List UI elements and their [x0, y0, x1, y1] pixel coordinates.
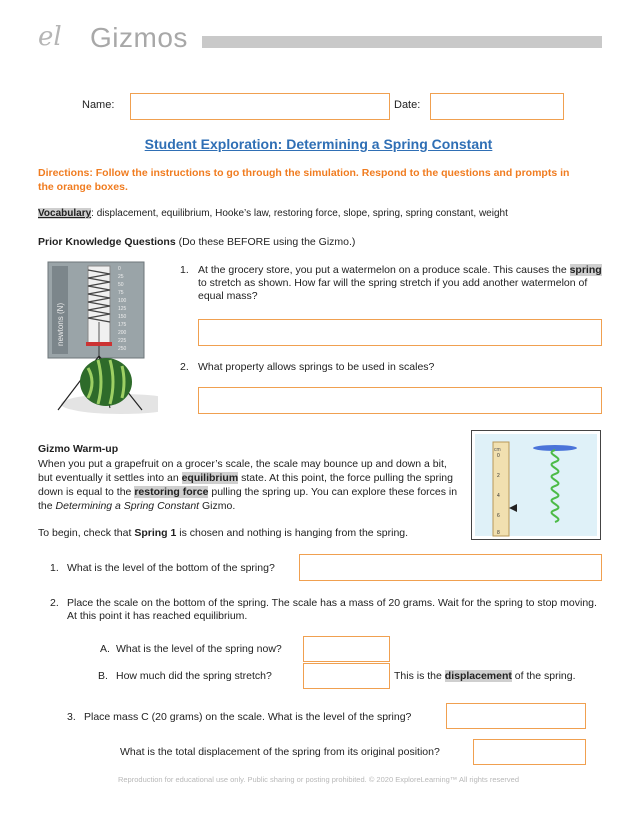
brand-name: Gizmos: [90, 22, 188, 53]
spring-1-term: Spring 1: [134, 527, 177, 539]
w2a-answer-box[interactable]: [303, 636, 390, 662]
header-bar: [202, 36, 602, 48]
q1-number: 1.: [180, 264, 189, 276]
name-field[interactable]: [130, 93, 390, 120]
begin-pre: To begin, check that: [38, 527, 135, 539]
warmup-paragraph: [38, 457, 458, 513]
q1-answer-box[interactable]: [198, 319, 602, 346]
scale-tick-5: 125: [118, 306, 127, 312]
w2b-text: How much did the spring stretch?: [116, 670, 272, 682]
w2-number: 2.: [50, 597, 59, 609]
displacement-note: [394, 670, 576, 682]
vocabulary-line: [38, 208, 618, 219]
begin-post: is chosen and nothing is hanging from the spring.: [176, 527, 409, 539]
logo-mark: el: [38, 22, 62, 52]
w2a-text: What is the level of the spring now?: [116, 643, 282, 655]
w2a-label: A.: [100, 643, 110, 655]
scale-tick-7: 175: [118, 322, 127, 328]
gizmo-name: Determining a Spring Constant: [55, 500, 200, 512]
ruler-tick-0: 0: [497, 453, 500, 459]
scale-tick-0: 0: [118, 266, 121, 272]
q1-text: [198, 264, 603, 303]
w3-text: Place mass C (20 grams) on the scale. What is the level of the spring?: [84, 711, 412, 723]
vocabulary-terms: : displacement, equilibrium, Hooke’s law, restoring force, slope, spring, spring constant, weight: [91, 208, 508, 219]
scale-tick-10: 250: [118, 346, 127, 352]
scale-tick-6: 150: [118, 314, 127, 320]
note-post: of the spring.: [511, 670, 576, 682]
w1-text: What is the level of the bottom of the spring?: [67, 562, 275, 574]
w3b-answer-box[interactable]: [473, 739, 586, 765]
scale-tick-9: 225: [118, 338, 127, 344]
note-pre: This is the: [394, 670, 445, 682]
date-label: Date:: [394, 99, 421, 111]
begin-line: [38, 527, 408, 539]
q1-spring-term: spring: [569, 264, 602, 276]
footer-text: Reproduction for educational use only. Public sharing or posting prohibited. © 2020 ExploreLearning™ All rights reserved: [117, 775, 520, 784]
equilibrium-term: equilibrium: [181, 472, 239, 484]
scale-tick-1: 25: [118, 274, 124, 280]
w2b-label: B.: [98, 670, 108, 682]
w2-text: Place the scale on the bottom of the spring. The scale has a mass of 20 grams. Wait for the spring to stop moving. At this point it has reached equilibrium.: [67, 597, 597, 622]
prior-note: (Do these BEFORE using the Gizmo.): [175, 236, 356, 248]
w3-number: 3.: [67, 711, 76, 723]
scale-tick-2: 50: [118, 282, 124, 288]
warmup-heading: Gizmo Warm-up: [38, 443, 119, 455]
date-field[interactable]: [430, 93, 564, 120]
spring-gizmo-figure: [471, 430, 601, 540]
q2-number: 2.: [180, 361, 189, 373]
w3-answer-box[interactable]: [446, 703, 586, 729]
q1-text-pre: At the grocery store, you put a watermelon on a produce scale. This causes the: [198, 264, 570, 276]
warmup-p4: Gizmo.: [199, 500, 236, 512]
directions-text: Directions: Follow the instructions to go through the simulation. Respond to the questions and prompts in the orange boxes.: [38, 167, 570, 193]
warmup-p1: When you put a grapefruit on a grocer’s scale, the scale may bounce up and down a bit, but eventually it settles into an: [38, 458, 447, 484]
w1-number: 1.: [50, 562, 59, 574]
warmup-p3: pulling the spring up. You can explore these forces in the: [38, 486, 458, 512]
ruler-tick-3: 6: [497, 513, 500, 519]
w3b-text: What is the total displacement of the spring from its original position?: [120, 746, 440, 758]
w1-answer-box[interactable]: [299, 554, 602, 581]
restoring-force-term: restoring force: [134, 486, 209, 498]
page-title: Student Exploration: Determining a Spring Constant: [144, 136, 493, 152]
q2-answer-box[interactable]: [198, 387, 602, 414]
ruler-tick-1: 2: [497, 473, 500, 479]
watermelon-scale-figure: [38, 258, 158, 418]
prior-heading-line: [38, 236, 355, 248]
ruler-unit: cm: [494, 447, 501, 453]
scale-tick-8: 200: [118, 330, 127, 336]
w2b-answer-box[interactable]: [303, 663, 390, 689]
ruler-tick-2: 4: [497, 493, 500, 499]
name-label: Name:: [82, 99, 115, 111]
q2-text: What property allows springs to be used in scales?: [198, 361, 435, 373]
q1-text-post: to stretch as shown. How far will the spring stretch if you add another watermelon of equal mass?: [198, 277, 588, 302]
warmup-p2: state. At this point, the force pulling the spring down is equal to the: [38, 472, 453, 498]
newtons-axis-label: newtons (N): [56, 302, 65, 346]
vocabulary-label: Vocabulary: [38, 208, 92, 219]
prior-heading: Prior Knowledge Questions: [38, 236, 176, 248]
ruler-tick-4: 8: [497, 530, 500, 536]
scale-tick-3: 75: [118, 290, 124, 296]
displacement-term: displacement: [444, 670, 512, 682]
scale-tick-4: 100: [118, 298, 127, 304]
